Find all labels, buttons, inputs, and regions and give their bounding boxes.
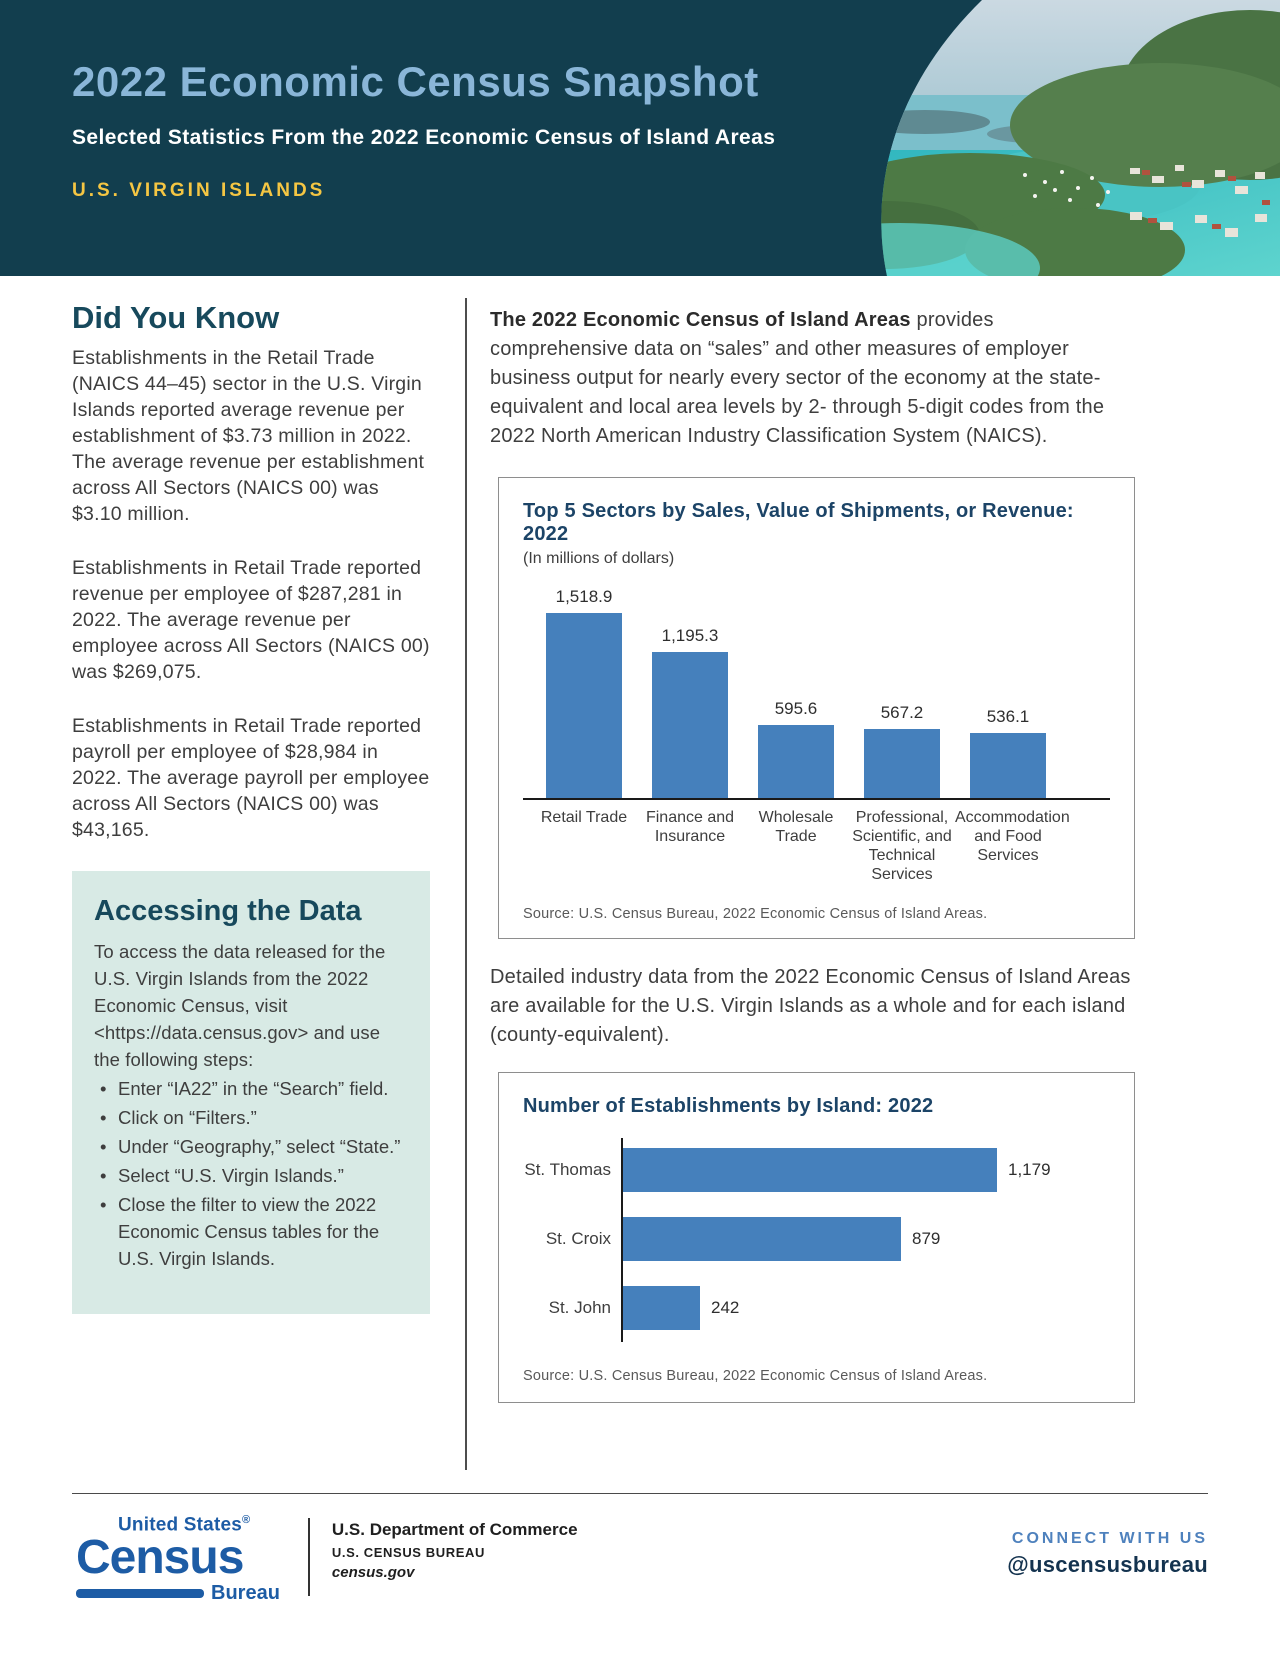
intro-lead-rest: provides comprehensive data on “sales” and other measures of employer business output for nearly every sector of the economy at the state-equivalent and local area levels by 2- through 5-digit codes from the 2022 North American Industry Classification System (NAICS). [490,309,1105,447]
bar [864,729,940,798]
intro-lead-bold: The 2022 Economic Census of Island Areas [490,309,911,331]
did-you-know-paragraph: Establishments in the Retail Trade (NAICS 44–45) sector in the U.S. Virgin Islands reported average revenue per establishment of $3.73 million in 2022. The average revenue per establishment across All Sectors (NAICS 00) was $3.10 million. [72,347,425,525]
bar-value-label: 242 [711,1298,740,1317]
bar [970,733,1046,798]
accessing-step: • Close the filter to view the 2022 Economic Census tables for the U.S. Virgin Islands. [94,1191,408,1272]
right-column [490,298,1135,1470]
establishments-island-labels [523,1138,611,1342]
establishments-source: Source: U.S. Census Bureau, 2022 Economic Census of Island Areas. [523,1368,988,1384]
bar [652,652,728,798]
accessing-steps-list [94,1075,408,1272]
accessing-step: • Under “Geography,” select “State.” [94,1133,408,1160]
bar-value-label: 595.6 [774,699,818,718]
top-sectors-plot [523,578,1110,800]
bar [623,1217,901,1261]
header-photo [830,0,1280,276]
bar-category-label: Professional, Scientific, and Technical Services [852,809,952,883]
bar-column [955,707,1061,798]
intro-paragraph [490,306,1135,451]
bar-row [623,1148,1110,1192]
top-sectors-chart-title: Top 5 Sectors by Sales, Value of Shipments, or Revenue: 2022 [523,500,1074,545]
top-sectors-source: Source: U.S. Census Bureau, 2022 Economic Census of Island Areas. [523,906,988,922]
bar [623,1148,997,1192]
did-you-know-paragraph: Establishments in Retail Trade reported payroll per employee of $28,984 in 2022. The average payroll per employee across All Sectors (NAICS 00) was $43,165. [72,715,430,841]
did-you-know-paragraph: Establishments in Retail Trade reported revenue per employee of $287,281 in 2022. The average revenue per employee across All Sectors (NAICS 00) was $269,075. [72,557,430,683]
footer [72,1514,1208,1605]
left-column [72,298,430,1470]
establishments-bars [621,1138,1110,1342]
accessing-heading: Accessing the Data [94,895,362,927]
bar [623,1286,700,1330]
top-sectors-chart [498,477,1135,939]
establishments-plot [523,1138,1110,1342]
bar-column [637,626,743,798]
bar-value-label: 1,195.3 [661,626,719,645]
accessing-step: • Enter “IA22” in the “Search” field. [94,1075,408,1102]
logo-census: Census [76,1531,244,1585]
island-label: St. John [548,1298,611,1317]
bar-category-label: Accommodation and Food Services [955,809,1070,864]
header-text-block [72,58,775,202]
department-of-commerce-block [332,1514,578,1581]
footer-vertical-divider [308,1518,310,1596]
bar-category-label: Retail Trade [540,809,628,826]
footer-divider-rule [72,1493,1208,1494]
bar [758,725,834,798]
establishments-chart-title: Number of Establishments by Island: 2022 [523,1095,934,1117]
bar-column [531,587,637,798]
social-handle: @uscensusbureau [1007,1552,1208,1577]
island-aerial-photo-illustration [830,0,1280,276]
content-area [0,276,1280,1470]
column-divider [465,298,467,1470]
bar [546,613,622,798]
top-sectors-chart-subtitle: (In millions of dollars) [523,550,675,567]
bar-column [743,699,849,798]
registered-mark: ® [242,1514,251,1526]
accessing-step: • Select “U.S. Virgin Islands.” [94,1162,408,1189]
page-title: 2022 Economic Census Snapshot [72,58,759,105]
logo-bureau: Bureau [211,1582,280,1605]
did-you-know-paragraphs [72,345,430,843]
island-label: St. Thomas [524,1160,611,1179]
logo-united-states: United States [118,1514,243,1536]
bar-value-label: 567.2 [880,703,924,722]
accessing-intro: To access the data released for the U.S. Virgin Islands from the 2022 Economic Census, visit <https://data.census.gov> and use the following steps: [94,941,386,1070]
connect-with-us-label: CONNECT WITH US [1011,1530,1208,1547]
establishments-chart [498,1072,1135,1403]
page-subtitle: Selected Statistics From the 2022 Economic Census of Island Areas [72,126,776,149]
connect-with-us-block [1007,1514,1208,1578]
bar-value-label: 536.1 [986,707,1030,726]
detailed-data-paragraph: Detailed industry data from the 2022 Economic Census of Island Areas are available for the U.S. Virgin Islands as a whole and for each island (county-equivalent). [490,966,1131,1046]
census-bureau-logo [76,1514,280,1605]
accessing-the-data-panel [72,871,430,1314]
did-you-know-heading: Did You Know [72,300,280,335]
region-label: U.S. VIRGIN ISLANDS [72,180,326,201]
bar-value-label: 1,518.9 [555,587,613,606]
bar-category-label: Finance and Insurance [645,809,735,845]
top-sectors-category-labels [523,808,1110,884]
accessing-step: • Click on “Filters.” [94,1104,408,1131]
header-banner [0,0,1280,276]
commerce-line: U.S. Department of Commerce [331,1520,578,1539]
bar-value-label: 1,179 [1008,1160,1051,1179]
census-bureau-line: U.S. CENSUS BUREAU [331,1545,486,1560]
census-gov-line: census.gov [331,1564,415,1581]
logo-underline-bar [76,1589,204,1598]
bar-column [849,703,955,798]
bar-row [623,1286,1110,1330]
bar-category-label: Wholesale Trade [758,809,834,845]
island-label: St. Croix [545,1229,611,1248]
bar-value-label: 879 [912,1229,941,1248]
bar-row [623,1217,1110,1261]
